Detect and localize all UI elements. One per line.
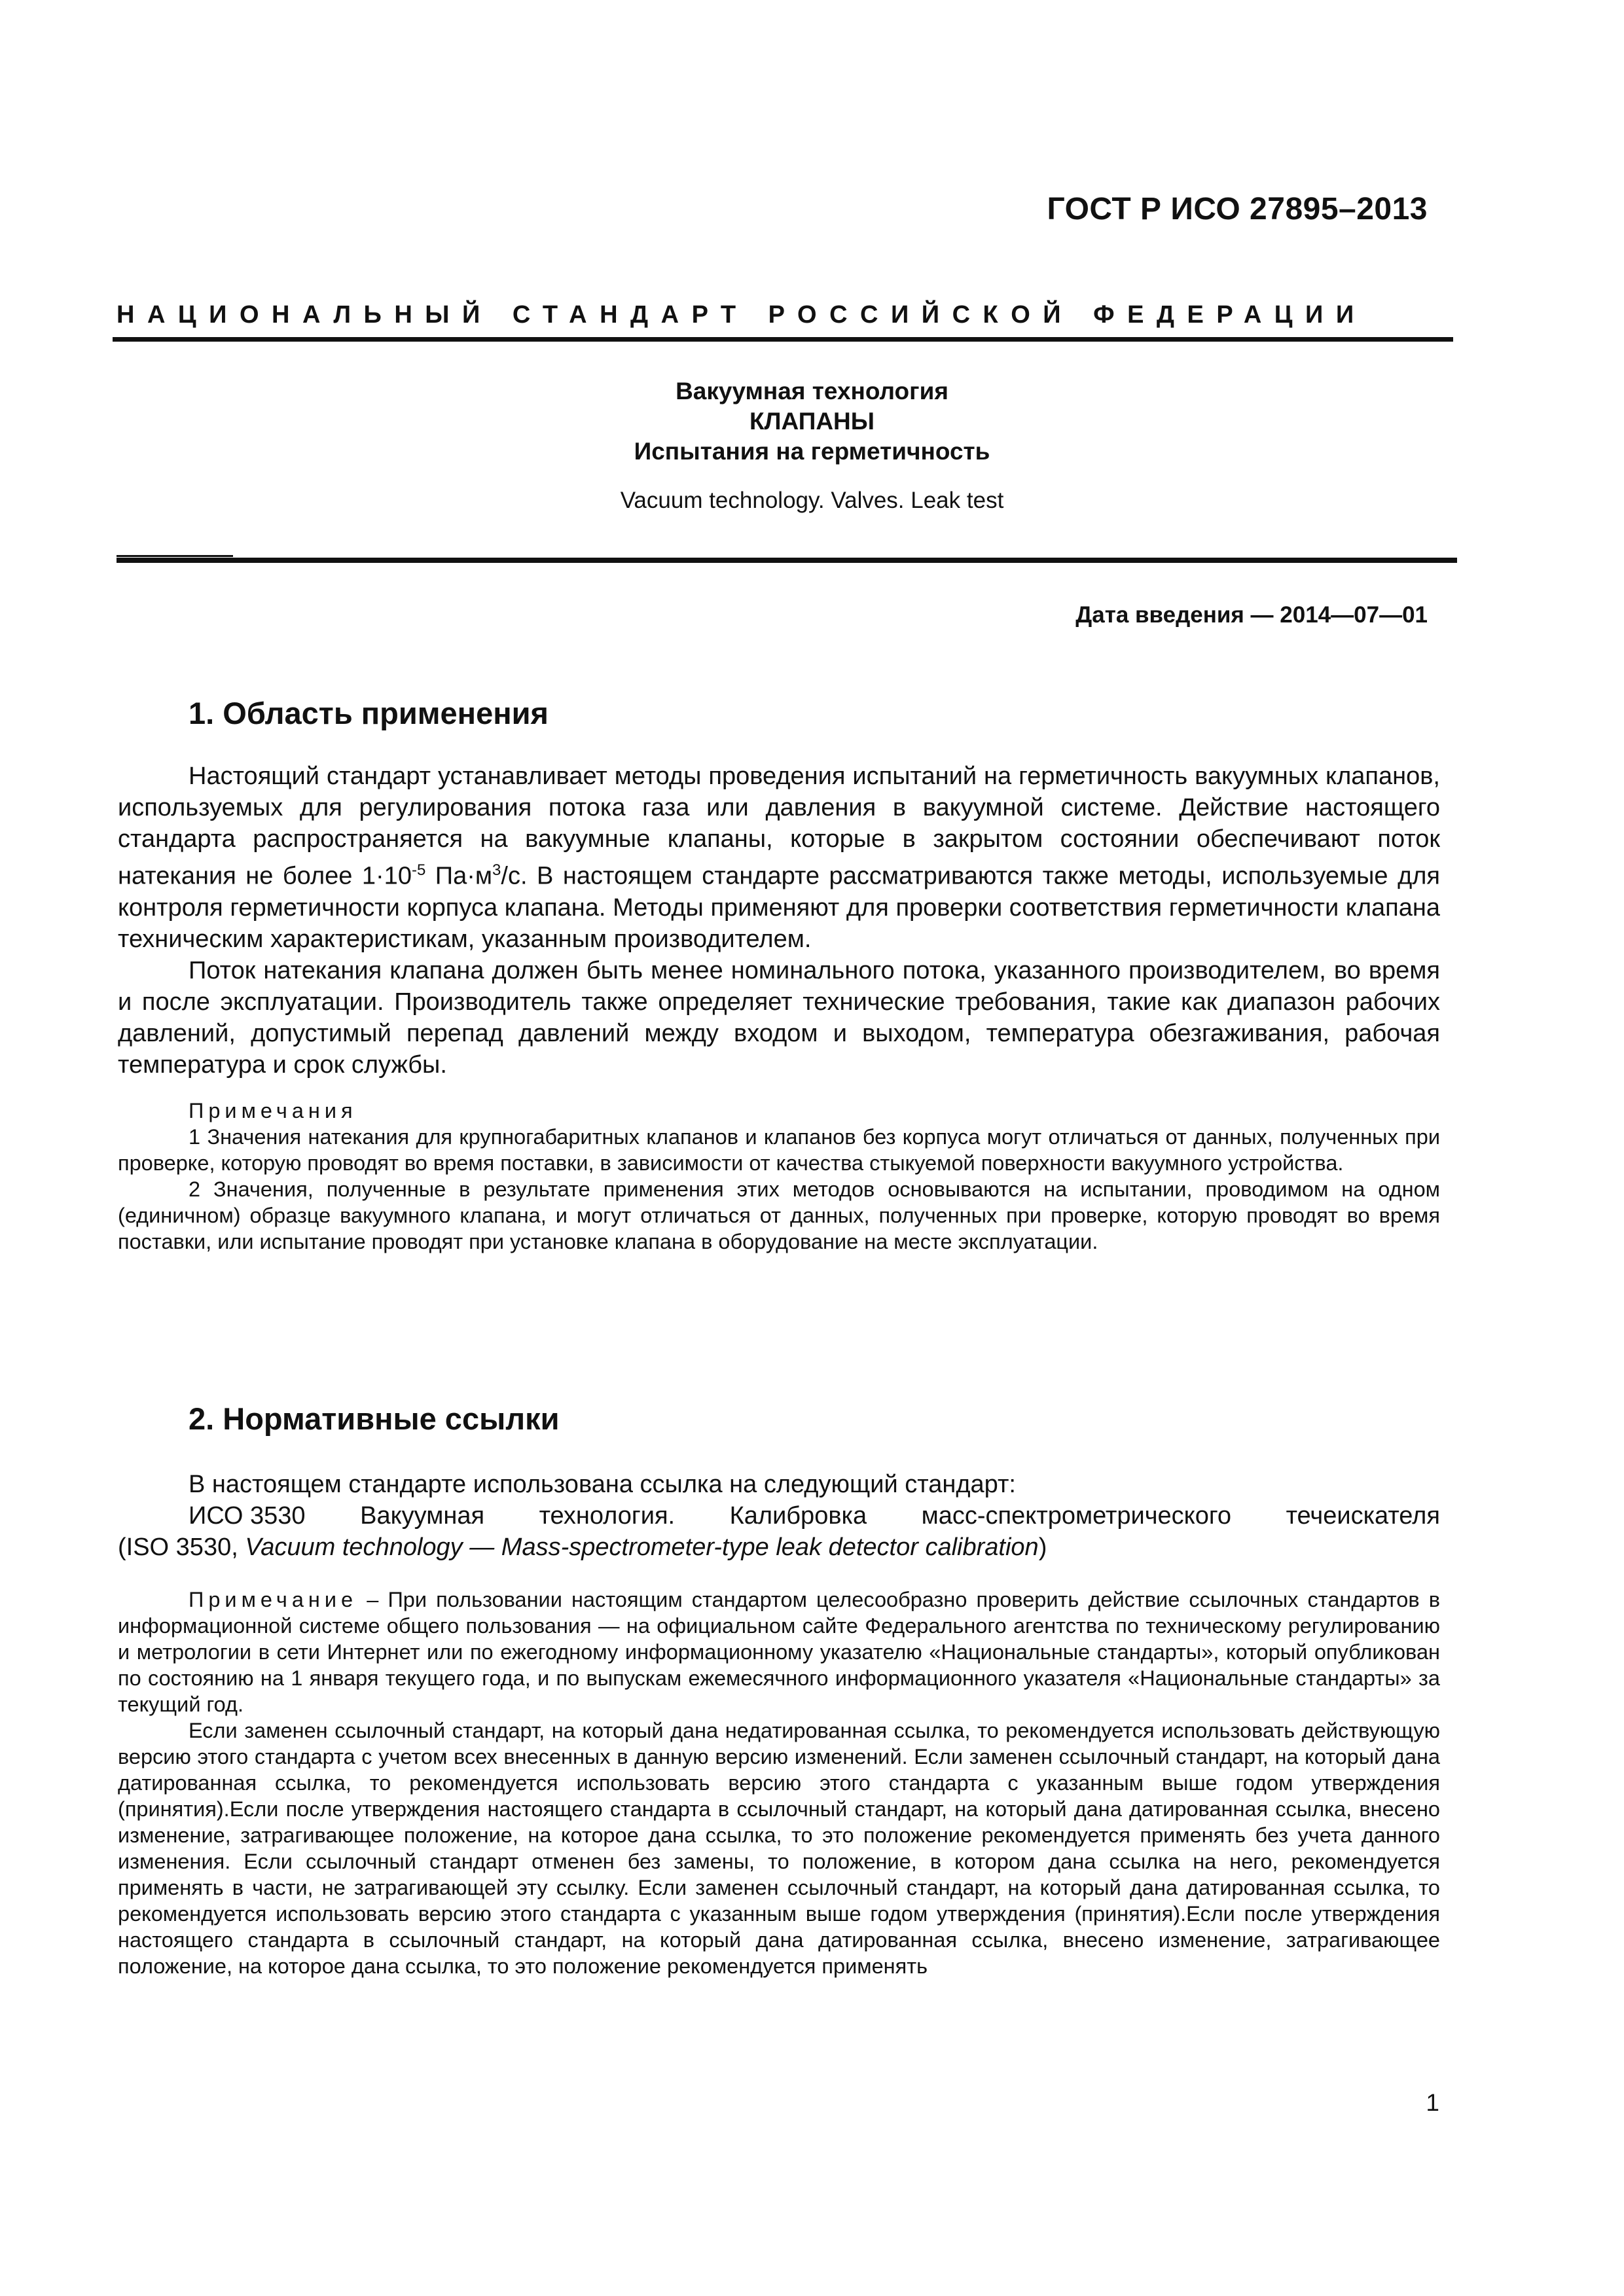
- reference-line: [118, 1500, 1440, 1532]
- reference-word: течеискателя: [1286, 1502, 1440, 1530]
- reference-word: масс-спектрометрического: [921, 1502, 1232, 1530]
- reference-word: Вакуумная: [360, 1502, 485, 1530]
- notes-label: Примечания: [189, 1098, 357, 1122]
- section-1-heading: 1. Область применения: [189, 696, 549, 730]
- section-1-body: [118, 761, 1440, 1255]
- section-2-heading: 2. Нормативные ссылки: [189, 1401, 560, 1436]
- note-1: 1 Значения натекания для крупногабаритных клапанов и клапанов без корпуса могут отличаться от данных, полученных при проверке, которую проводят во время поставки, в зависимости от качества стыкуемой поверхности вакуумного устройства.: [118, 1124, 1440, 1175]
- reference-word: Калибровка: [729, 1502, 867, 1530]
- national-standard-title: НАЦИОНАЛЬНЫЙ СТАНДАРТ РОССИЙСКОЙ ФЕДЕРАЦИИ: [117, 301, 1367, 329]
- top-rule: [113, 337, 1453, 342]
- title-line-2: КЛАПАНЫ: [749, 408, 875, 435]
- english-title: Vacuum technology. Valves. Leak test: [620, 488, 1004, 513]
- page-number: 1: [1426, 2089, 1439, 2116]
- section-2-intro: В настоящем стандарте использована ссылка на следующий стандарт:: [189, 1471, 1016, 1498]
- reference-word: ИСО 3530: [189, 1502, 306, 1530]
- reference-english: (ISO 3530, Vacuum technology — Mass-spectrometer-type leak detector calibration): [118, 1534, 1047, 1561]
- note-2: 2 Значения, полученные в результате применения этих методов основываются на испытании, проводимом на одном (единичном) образце вакуумного клапана, и могут отличаться от данных, полученных при проверке, которую проводят во время поставки, или испытание проводят при установке клапана в оборудование на месте эксплуатации.: [118, 1177, 1440, 1253]
- section-2-note-paragraph-2: Если заменен ссылочный стандарт, на который дана недатированная ссылка, то рекомендуется использовать действующую версию этого стандарта с учетом всех внесенных в данную версию изменений. Если заменен ссылочный стандарт, на который дана датированная ссылка, то рекомендуется использовать версию этого стандарта с указанным выше годом утверждения (принятия).Если после утверждения настоящего стандарта в ссылочный стандарт, на который дана датированная ссылка, внесено изменение, затрагивающее положение, на которое дана ссылка, то это положение рекомендуется применять без учета данного изменения. Если ссылочный стандарт отменен без замены, то положение, в котором дана ссылка на него, рекомендуется применять в части, не затрагивающей эту ссылку. Если заменен ссылочный стандарт, на который дана датированная ссылка, то рекомендуется использовать версию этого стандарта с указанным выше годом утверждения (принятия).Если после утверждения настоящего стандарта в ссылочный стандарт, на который дана датированная ссылка, внесено изменение, затрагивающее положение, на которое дана ссылка, то это положение рекомендуется применять: [118, 1719, 1440, 1978]
- document-number: ГОСТ Р ИСО 27895–2013: [1047, 192, 1428, 226]
- section-2-note: Примечание – При пользовании настоящим стандартом целесообразно проверить действие ссылочных стандартов в информационной системе общего пользования — на официальном сайте Федерального агентства по техническому регулированию и метрологии в сети Интернет или по ежегодному информационному указателю «Национальные стандарты», который опубликован по состоянию на 1 января текущего года, и по выпускам ежемесячного информационного указателя «Национальные стандарты» за текущий год.: [118, 1588, 1440, 1716]
- section-2-body: [118, 1469, 1440, 1979]
- title-line-1: Вакуумная технология: [676, 378, 948, 404]
- introduction-date: Дата введения — 2014—07—01: [1075, 602, 1428, 628]
- bottom-rule: [117, 558, 1457, 563]
- title-block: [0, 376, 1624, 515]
- section-1-paragraph-1: Настоящий стандарт устанавливает методы проведения испытаний на герметичность вакуумных клапанов, используемых для регулирования потока газа или давления в вакуумной системе. Действие настоящего стандарта распространяется на вакуумные клапаны, которые в закрытом состоянии обеспечивают поток натекания не более $1\cdot 10^{-5}$ $Па\cdot м^3/с$. В настоящем стандарте рассматриваются также методы, используемые для контроля герметичности корпуса клапана. Методы применяют для проверки соответствия герметичности клапана техническим характеристикам, указанным производителем.: [118, 762, 1440, 953]
- note-label: Примечание: [189, 1588, 358, 1611]
- title-line-3: Испытания на герметичность: [634, 438, 990, 465]
- section-1-paragraph-2: Поток натекания клапана должен быть менее номинального потока, указанного производителем, во время и после эксплуатации. Производитель также определяет технические требования, такие как диапазон рабочих давлений, допустимый перепад давлений между входом и выходом, температура обезгаживания, рабочая температура и срок службы.: [118, 956, 1440, 1079]
- reference-word: технология.: [539, 1502, 676, 1530]
- bottom-rule-stub: [117, 555, 233, 557]
